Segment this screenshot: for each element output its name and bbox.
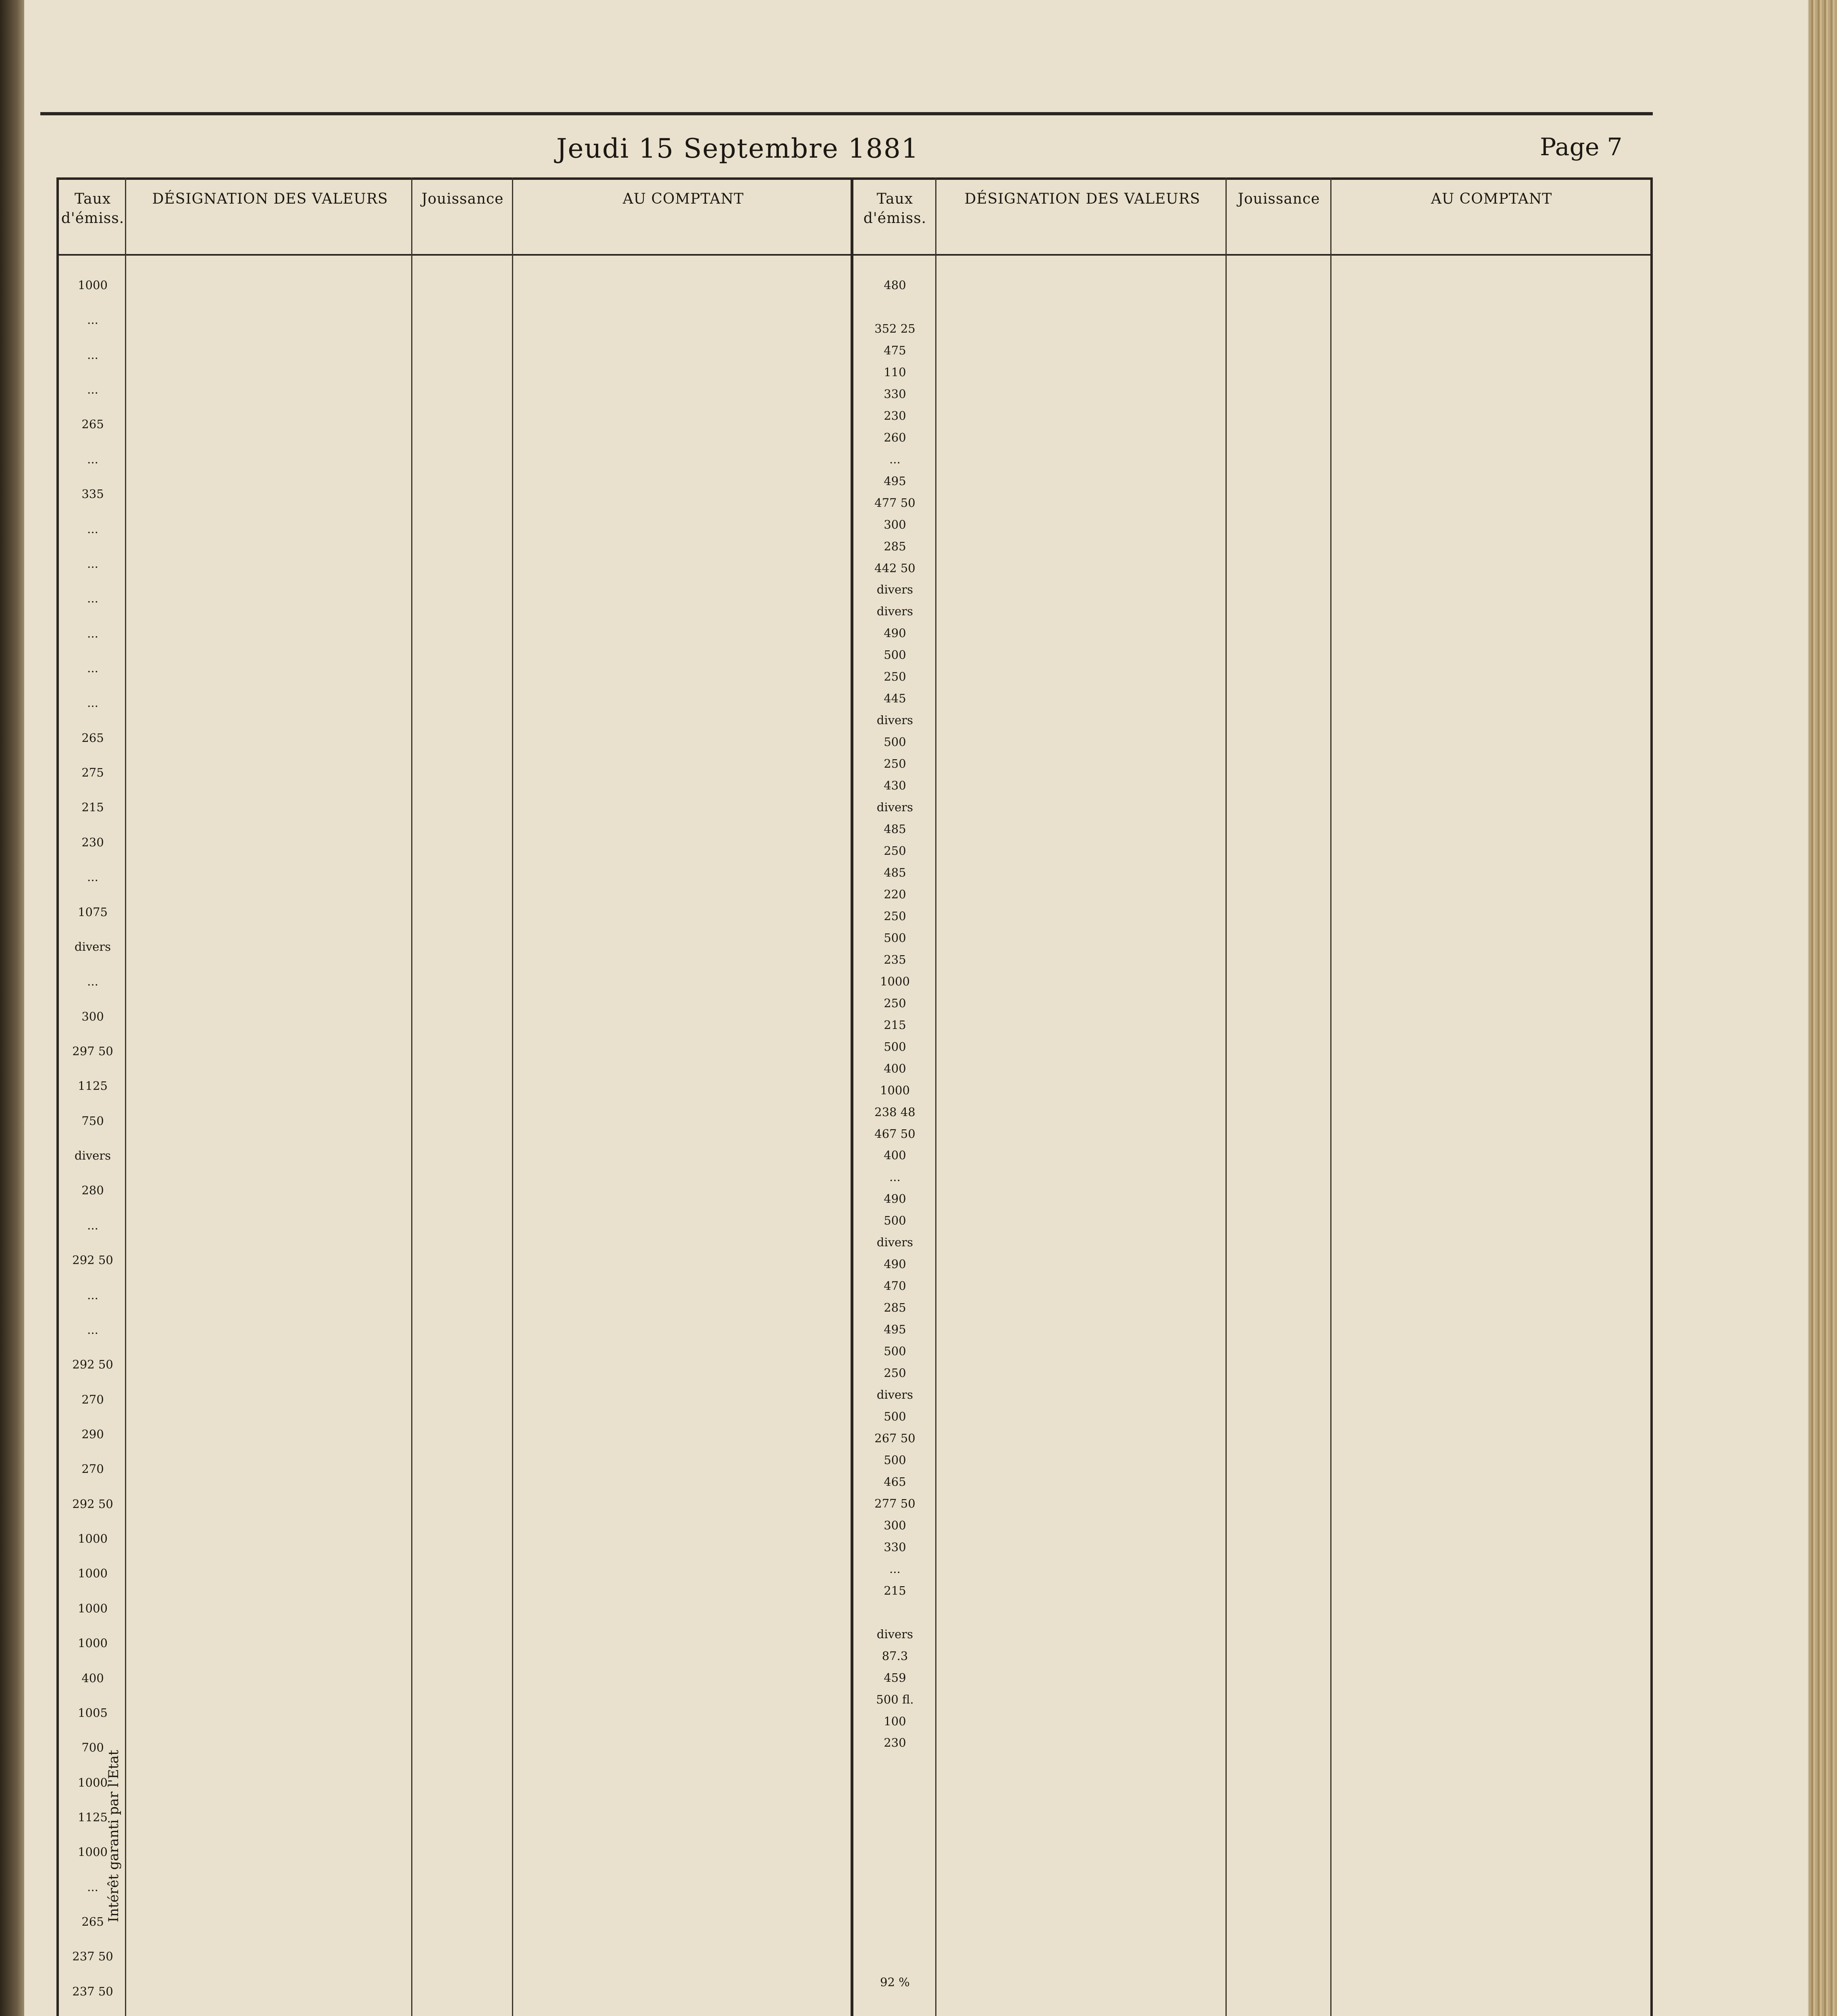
- right-row-taux: divers: [876, 1235, 913, 1250]
- left-row-taux: 1125: [78, 1079, 108, 1093]
- col-rule-jou-right: [1330, 177, 1331, 2016]
- right-row-taux: 500: [884, 648, 906, 662]
- right-row-taux: 250: [884, 844, 906, 858]
- left-row-taux: 230: [81, 835, 104, 849]
- left-row-taux: ...: [87, 661, 98, 675]
- left-row-taux: 750: [81, 1114, 104, 1128]
- left-row-taux: ...: [87, 1288, 98, 1302]
- right-row-taux: divers: [876, 604, 913, 619]
- right-row-taux: 500 fl.: [876, 1692, 914, 1706]
- left-row-taux: 1000: [78, 1775, 108, 1789]
- left-row-taux: 1000: [78, 1845, 108, 1859]
- right-row-taux: 490: [884, 1192, 906, 1206]
- right-row-taux: 352 25: [874, 321, 915, 335]
- left-row-taux: 265: [81, 1915, 104, 1929]
- right-row-taux: 430: [884, 779, 906, 793]
- header-designation-right: DÉSIGNATION DES VALEURS: [964, 191, 1200, 207]
- left-row-taux: 270: [81, 1392, 104, 1406]
- right-row-taux: 215: [884, 1583, 906, 1597]
- left-row-taux: 265: [81, 731, 104, 745]
- page-edges: [1809, 0, 1837, 2016]
- right-row-taux: 238 48: [874, 1105, 915, 1119]
- left-row-taux: 292 50: [72, 1497, 113, 1511]
- right-row-taux: divers: [876, 1627, 913, 1641]
- right-row-taux: 285: [884, 539, 906, 553]
- left-row-taux: 270: [81, 1462, 104, 1476]
- right-row-taux: 87.3: [882, 1649, 908, 1663]
- right-row-taux: 495: [884, 474, 906, 488]
- header-taux-left: Taux d'émiss.: [61, 191, 125, 227]
- right-row-taux: 1000: [880, 1083, 910, 1097]
- col-rule-center: [851, 177, 853, 2016]
- right-row-taux: 1000: [880, 974, 910, 988]
- left-row-taux: ...: [87, 870, 98, 884]
- left-row-taux: 1005: [78, 1706, 108, 1720]
- header-jouissance-left: Jouissance: [421, 191, 504, 207]
- col-rule-des-right: [1225, 177, 1227, 2016]
- right-row-taux: 467 50: [874, 1127, 915, 1141]
- right-row-taux: 260: [884, 430, 906, 444]
- right-row-taux: 300: [884, 1518, 906, 1532]
- right-row-taux: ...: [889, 1562, 901, 1576]
- right-row-taux: 495: [884, 1322, 906, 1337]
- col-rule-taux-right: [935, 177, 936, 2016]
- left-row-taux: 1000: [78, 278, 108, 292]
- right-row-taux: 100: [884, 1714, 906, 1728]
- page-date: Jeudi 15 Septembre 1881: [556, 133, 919, 164]
- left-row-taux: 1000: [78, 1636, 108, 1650]
- right-row-taux: 475: [884, 343, 906, 357]
- left-row-taux: 280: [81, 1183, 104, 1198]
- right-row-taux: 110: [884, 365, 906, 379]
- right-row-taux: 250: [884, 996, 906, 1010]
- left-row-taux: ...: [87, 626, 98, 640]
- left-row-taux: 292 50: [72, 1358, 113, 1372]
- left-row-taux: ...: [87, 383, 98, 397]
- right-row-taux: 500: [884, 1410, 906, 1424]
- right-row-taux: divers: [876, 583, 913, 597]
- header-jouissance-right: Jouissance: [1238, 191, 1320, 207]
- right-row-taux: 442 50: [874, 561, 915, 575]
- right-row-taux: 465: [884, 1475, 906, 1489]
- right-row-taux: 267 50: [874, 1431, 915, 1445]
- right-row-taux: 300: [884, 517, 906, 531]
- left-row-taux: divers: [74, 1149, 111, 1163]
- right-row-taux: ...: [889, 1170, 901, 1184]
- header-taux-right: Taux d'émiss.: [863, 191, 927, 227]
- right-row-taux: 220: [884, 887, 906, 901]
- right-row-taux: 250: [884, 670, 906, 684]
- right-row-taux: 330: [884, 1540, 906, 1554]
- right-row-taux: 490: [884, 1257, 906, 1271]
- right-row-taux: 400: [884, 1148, 906, 1162]
- right-row-taux: divers: [876, 713, 913, 727]
- right-row-taux: ...: [889, 452, 901, 466]
- right-row-taux: 215: [884, 1018, 906, 1032]
- header-comptant-left: AU COMPTANT: [622, 191, 744, 207]
- left-row-taux: 700: [81, 1741, 104, 1755]
- guarantee-bracket-label: Intérêt garanti par l'Etat: [106, 1750, 122, 1922]
- left-row-taux: ...: [87, 591, 98, 606]
- left-row-taux: 237 50: [72, 1949, 113, 1964]
- left-row-taux: 215: [81, 800, 104, 814]
- left-row-taux: 1075: [78, 905, 108, 919]
- right-row-taux: 500: [884, 1214, 906, 1228]
- left-row-taux: 297 50: [72, 1044, 113, 1058]
- right-row-taux: 230: [884, 1736, 906, 1750]
- right-row-taux: 230: [884, 408, 906, 423]
- right-row-taux: 490: [884, 626, 906, 640]
- left-row-taux: 275: [81, 766, 104, 780]
- right-row-taux: 500: [884, 931, 906, 945]
- left-row-taux: 1000: [78, 1566, 108, 1581]
- right-row-taux: 400: [884, 1061, 906, 1075]
- left-row-taux: ...: [87, 1880, 98, 1894]
- right-row-taux: 470: [884, 1279, 906, 1293]
- left-row-taux: ...: [87, 1322, 98, 1337]
- table-frame: [56, 177, 1653, 2016]
- left-row-taux: 237 50: [72, 1984, 113, 1998]
- right-row-taux: 235: [884, 952, 906, 966]
- left-row-taux: ...: [87, 522, 98, 536]
- right-row-taux: 250: [884, 757, 906, 771]
- left-row-taux: 1000: [78, 1601, 108, 1615]
- left-row-taux: ...: [87, 975, 98, 989]
- left-row-taux: ...: [87, 452, 98, 466]
- left-row-taux: 400: [81, 1671, 104, 1685]
- left-row-taux: 1000: [78, 1532, 108, 1546]
- left-row-taux: 292 50: [72, 1253, 113, 1267]
- right-row-taux: 459: [884, 1670, 906, 1685]
- left-row-taux: 1125: [78, 1810, 108, 1824]
- right-row-taux: divers: [876, 800, 913, 814]
- right-row-taux: 250: [884, 1366, 906, 1380]
- right-row-taux: 277 50: [874, 1496, 915, 1510]
- col-rule-taux-left: [125, 177, 126, 2016]
- left-row-taux: 290: [81, 1427, 104, 1441]
- header-rule: [40, 112, 1653, 115]
- left-row-taux: ...: [87, 696, 98, 710]
- header-divider: [56, 254, 1653, 256]
- right-row-taux: 330: [884, 387, 906, 401]
- left-row-taux: ...: [87, 1218, 98, 1232]
- right-row-taux: 477 50: [874, 496, 915, 510]
- right-row-taux: 92 %: [880, 1975, 910, 1989]
- col-rule-jou-left: [512, 177, 513, 2016]
- right-row-taux: 500: [884, 1453, 906, 1467]
- header-designation-left: DÉSIGNATION DES VALEURS: [152, 191, 388, 207]
- right-row-taux: 500: [884, 1344, 906, 1358]
- right-row-taux: 500: [884, 1039, 906, 1054]
- right-row-taux: 445: [884, 691, 906, 706]
- right-row-taux: 250: [884, 909, 906, 923]
- right-row-taux: 485: [884, 822, 906, 836]
- left-row-taux: divers: [74, 939, 111, 954]
- col-rule-des-left: [411, 177, 412, 2016]
- left-row-taux: ...: [87, 556, 98, 571]
- left-row-taux: 300: [81, 1009, 104, 1023]
- right-row-taux: 285: [884, 1301, 906, 1315]
- left-row-taux: ...: [87, 348, 98, 362]
- left-row-taux: 335: [81, 487, 104, 501]
- right-row-taux: 480: [884, 278, 906, 292]
- right-row-taux: 485: [884, 865, 906, 879]
- left-row-taux: ...: [87, 313, 98, 327]
- page-number: Page 7: [1540, 133, 1623, 161]
- left-row-taux: 265: [81, 417, 104, 431]
- header-comptant-right: AU COMPTANT: [1431, 191, 1552, 207]
- right-row-taux: 500: [884, 735, 906, 749]
- right-row-taux: divers: [876, 1388, 913, 1402]
